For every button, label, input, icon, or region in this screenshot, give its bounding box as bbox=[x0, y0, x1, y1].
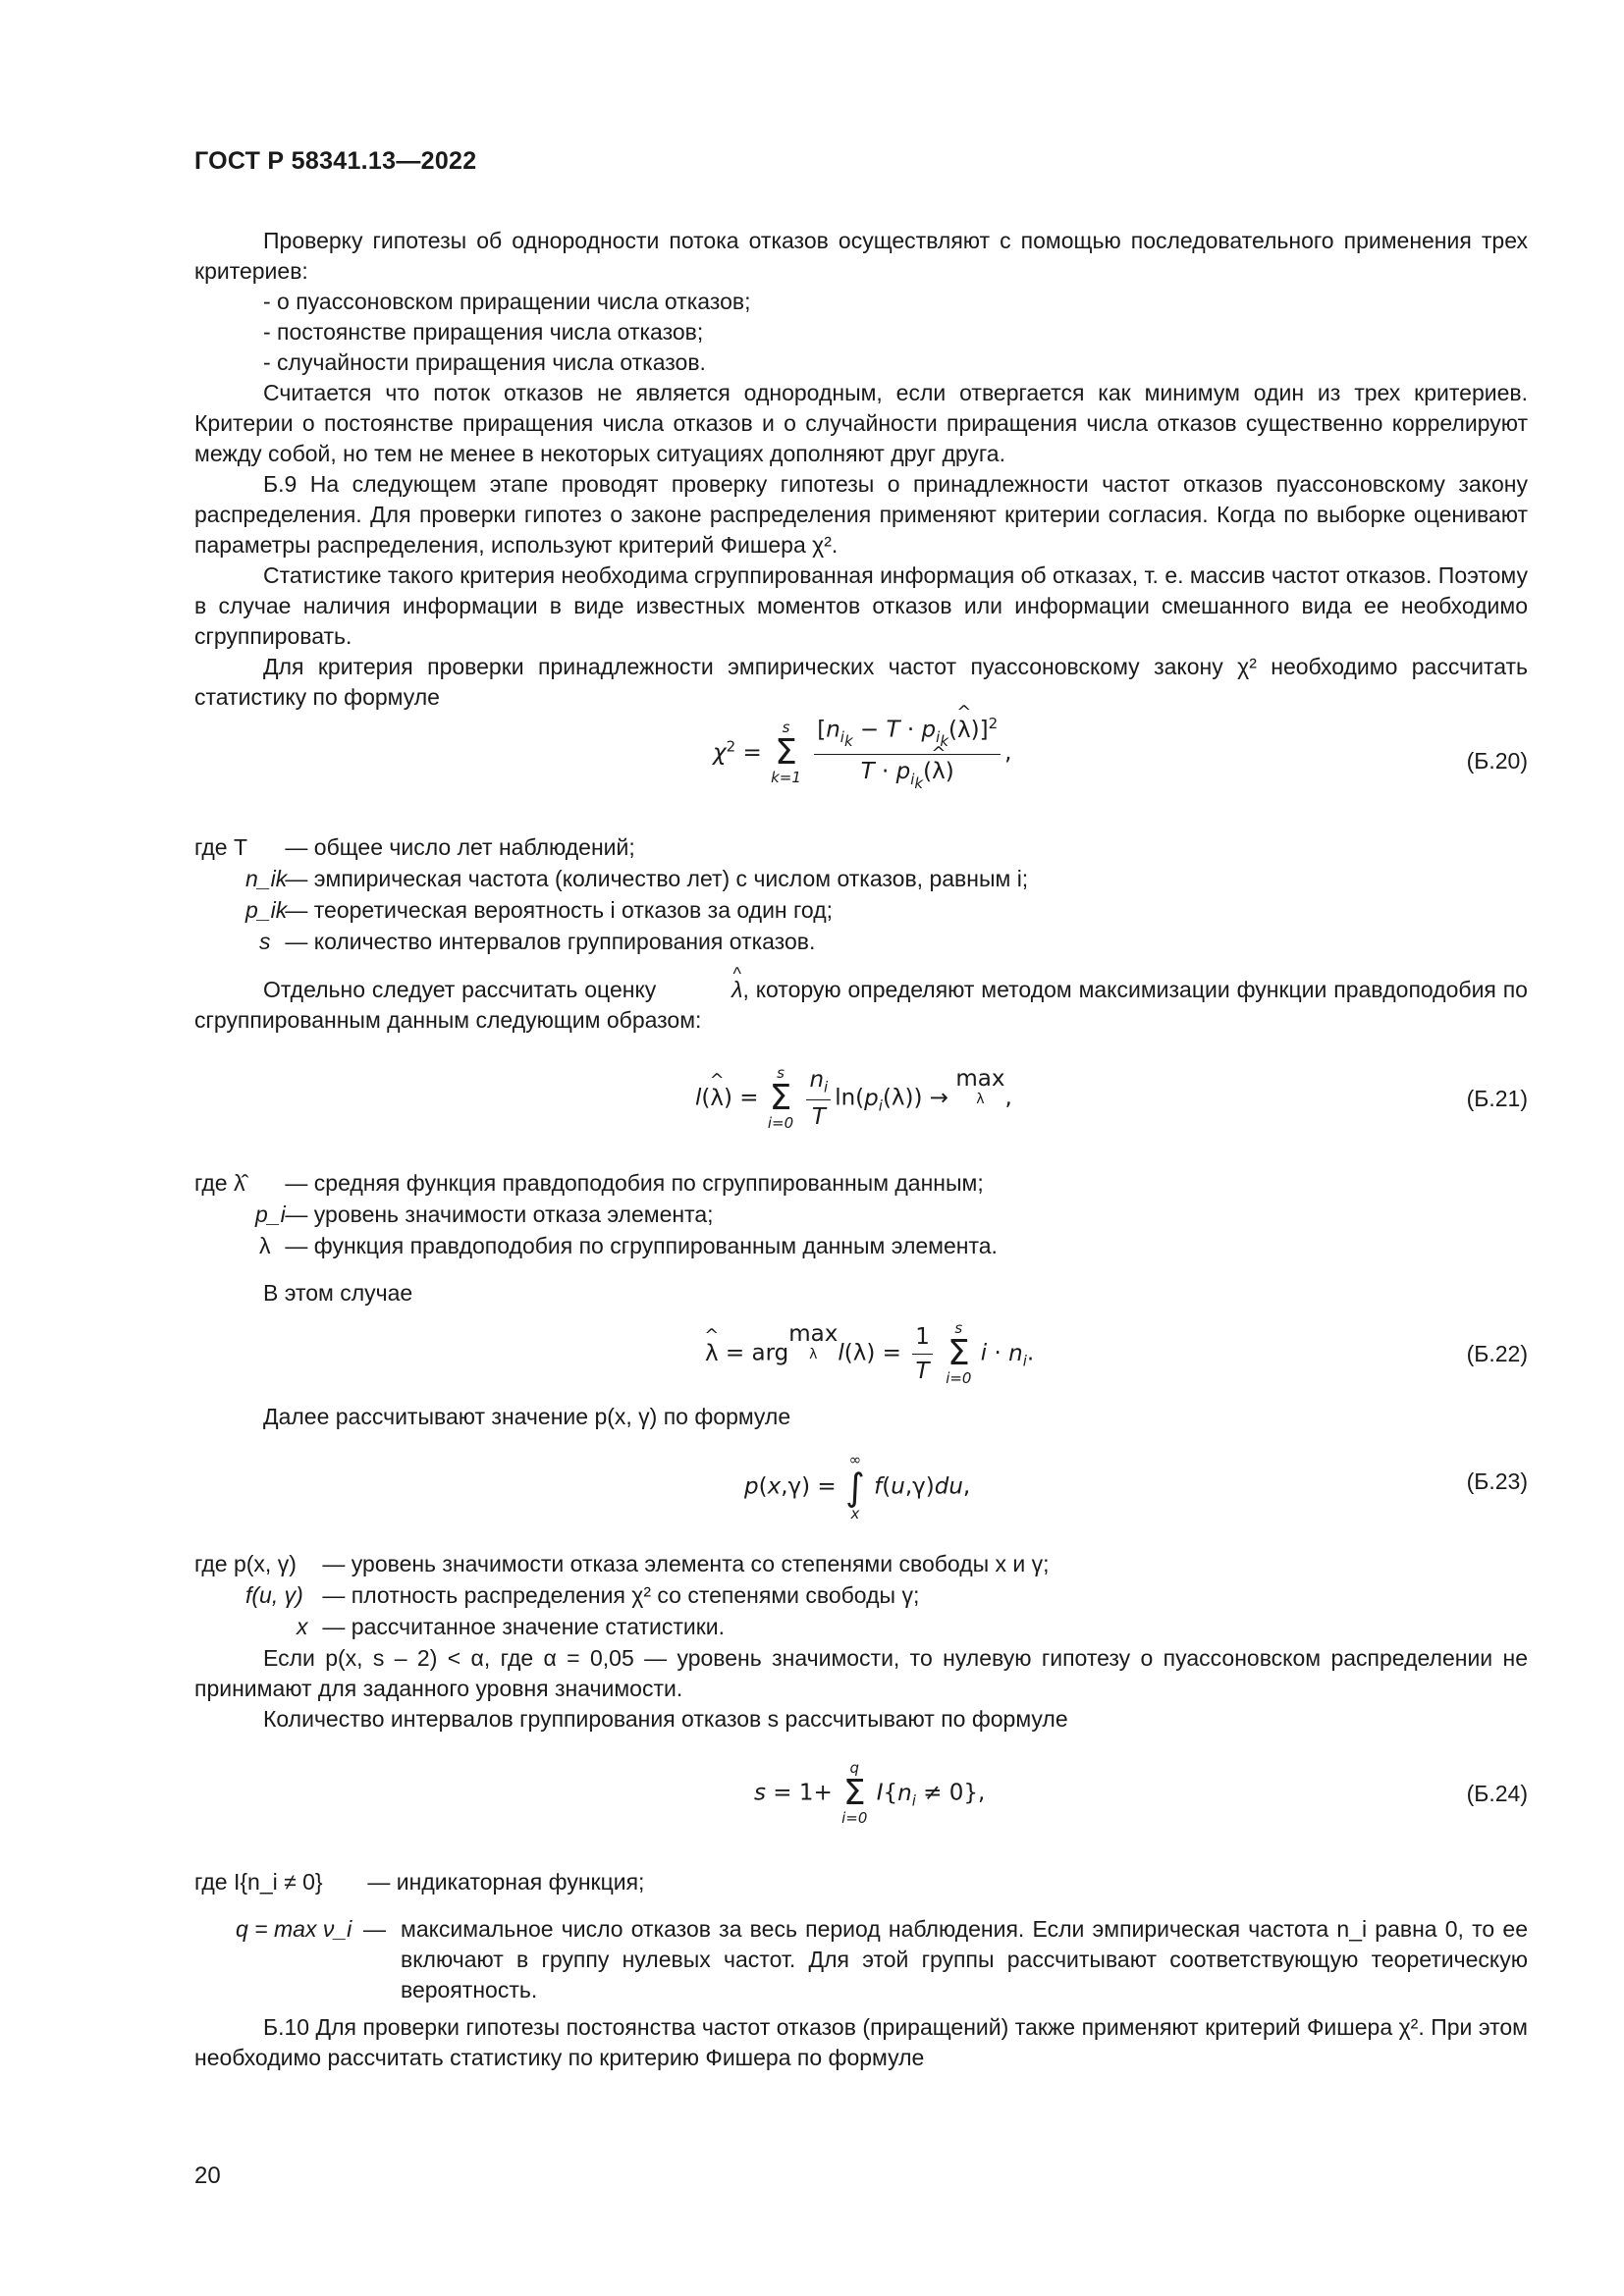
equation-number: (Б.22) bbox=[1466, 1341, 1528, 1366]
definition-text: общее число лет наблюдений; bbox=[313, 834, 635, 860]
equation-number: (Б.23) bbox=[1466, 1468, 1528, 1494]
definition-symbol: где p(x, γ) bbox=[194, 1551, 297, 1576]
intro-section bbox=[194, 226, 1528, 713]
paragraph: Количество интервалов группирования отказов s рассчитывают по формуле bbox=[263, 1706, 1068, 1732]
definitions-b20 bbox=[194, 832, 1528, 960]
definition-row bbox=[297, 1612, 725, 1642]
definition-symbol: x bbox=[297, 1614, 308, 1639]
definition-dash: — bbox=[285, 1170, 308, 1196]
definition-row bbox=[259, 927, 815, 957]
interval-count-formula: s = 1+ q Σ i=0 $I\{n_i \ne 0\}$, bbox=[754, 1759, 986, 1827]
p-formula-paragraph bbox=[194, 1402, 1528, 1432]
document-header: ГОСТ Р 58341.13—2022 bbox=[194, 147, 477, 175]
definition-text: количество интервалов группирования отказов. bbox=[313, 929, 816, 954]
definition-dash: — bbox=[363, 1916, 386, 1942]
formula-b24 bbox=[194, 1757, 1528, 1855]
definition-dash: — bbox=[285, 897, 308, 923]
definition-text: плотность распределения χ² со степенями свободы γ; bbox=[351, 1582, 920, 1608]
definition-text: максимальное число отказов за весь период наблюдения. Если эмпирическая частота n_i равна 0, то ее включают в группу нулевых частот. Для этой группы рассчитывают соответствующую теоретическую вероятность. bbox=[401, 1916, 1528, 2002]
equation-number: (Б.20) bbox=[1466, 748, 1528, 774]
integral-formula: p(x,γ) = ∞ ∫ x f(u,γ)du, bbox=[744, 1451, 971, 1522]
formula-b23 bbox=[194, 1451, 1528, 1549]
paragraph-part: , которую определяют методом максимизации функции правдоподобия по сгруппированным данным следующим образом: bbox=[194, 977, 1528, 1033]
formula-b21 bbox=[194, 1060, 1528, 1158]
definition-row bbox=[245, 864, 1028, 894]
definitions-b21 bbox=[194, 1168, 1528, 1276]
list-item: - постоянстве приращения числа отказов; bbox=[263, 319, 704, 345]
paragraph: Б.9 На следующем этапе проводят проверку гипотезы о принадлежности частот отказов пуассоновскому закону распределения. Для проверки гипотез о законе распределения применяют критерии согласия. Когда по выборке оценивают параметры распределения, используют критерий Фишера χ². bbox=[194, 471, 1528, 558]
definition-text: рассчитанное значение статистики. bbox=[351, 1614, 726, 1639]
definition-text: теоретическая вероятность i отказов за один год; bbox=[313, 897, 834, 923]
definition-row bbox=[259, 1231, 998, 1261]
paragraph bbox=[194, 975, 1528, 1036]
likelihood-formula: l(^ λ) = s Σ i=0 $\frac{n_i}{T}$ $\ln(p_i(\lambda))$ → max λ , bbox=[695, 1066, 1012, 1131]
equation-number: (Б.24) bbox=[1466, 1781, 1528, 1806]
paragraph: Если p(x, s – 2) < α, где α = 0,05 — уровень значимости, то нулевую гипотезу о пуассоновском распределении не принимают для заданного уровня значимости. bbox=[194, 1645, 1528, 1701]
formula-b22 bbox=[194, 1315, 1528, 1414]
definition-text: средняя функция правдоподобия по сгруппированным данным; bbox=[313, 1170, 984, 1196]
definition-text: уровень значимости отказа элемента со степенями свободы x и γ; bbox=[351, 1551, 1050, 1576]
definition-symbol: λ bbox=[259, 1233, 271, 1258]
definition-dash: — bbox=[367, 1869, 391, 1895]
definition-symbol: где I{n_i ≠ 0} bbox=[194, 1869, 323, 1895]
paragraph: Статистике такого критерия необходима сгруппированная информация об отказах, т. е. массив частот отказов. Поэтому в случае наличия информации в виде известных моментов отказов или информации смешанного вида ее необходимо сгруппировать. bbox=[194, 562, 1528, 649]
definition-row bbox=[194, 832, 635, 863]
definition-row bbox=[194, 1168, 984, 1199]
definition-row bbox=[194, 1549, 1050, 1579]
definition-dash: — bbox=[285, 929, 308, 954]
definition-row bbox=[245, 1580, 919, 1611]
definition-symbol: p_i bbox=[255, 1201, 286, 1227]
definition-row bbox=[194, 1867, 644, 1897]
argmax-formula: ^ λ = arg max λ l(λ) = $\frac{1}{T}$ s Σ i=0 $i \cdot n_i$. bbox=[705, 1321, 1034, 1386]
definition-text: функция правдоподобия по сгруппированным данным элемента. bbox=[313, 1233, 998, 1258]
definition-dash: — bbox=[285, 1233, 308, 1258]
paragraph: Проверку гипотезы об однородности потока отказов осуществляют с помощью последовательного применения трех критериев: bbox=[194, 228, 1528, 284]
lambda-hat-symbol: ^ λ bbox=[663, 975, 742, 1005]
definition-symbol: q = max ν_i bbox=[236, 1916, 352, 1942]
case-paragraph bbox=[194, 1278, 1528, 1308]
formula-b20 bbox=[194, 707, 1528, 825]
definition-symbol: где T bbox=[194, 834, 248, 860]
definition-text: уровень значимости отказа элемента; bbox=[313, 1201, 714, 1227]
paragraph: Считается что поток отказов не является однородным, если отвергается как минимум один из трех критериев. Критерии о постоянстве приращения числа отказов и о случайности приращения числа отказов существенно коррелируют между собой, но тем не менее в некоторых ситуациях дополняют друг друга. bbox=[194, 380, 1528, 466]
definition-symbol: p_ik bbox=[245, 897, 288, 923]
section-b10 bbox=[194, 2012, 1528, 2073]
hypothesis-paragraphs bbox=[194, 1643, 1528, 1735]
definition-dash: — bbox=[285, 834, 308, 860]
chi-square-formula: $\chi^2$ = s Σ k=1 $\frac{[n_{i_k} - T \cdot p_{i_k}(\^{} \lambda)]^2}{T \cdot p_{i_k}(\^{} \lambda)}$ , bbox=[713, 715, 1011, 792]
paragraph: В этом случае bbox=[263, 1280, 413, 1306]
definition-dash: — bbox=[285, 1201, 308, 1227]
lambda-paragraph bbox=[194, 975, 1528, 1036]
equation-number: (Б.21) bbox=[1466, 1086, 1528, 1111]
definition-symbol: n_ik bbox=[245, 866, 288, 891]
definition-symbol: f(u, γ) bbox=[245, 1582, 303, 1608]
definition-row bbox=[255, 1200, 714, 1230]
definition-text: эмпирическая частота (количество лет) с числом отказов, равным i; bbox=[313, 866, 1029, 891]
definition-row bbox=[245, 895, 833, 926]
definition-symbol: s bbox=[259, 929, 271, 954]
paragraph-part: Отдельно следует рассчитать оценку bbox=[263, 977, 657, 1002]
list-item: - случайности приращения числа отказов. bbox=[263, 349, 706, 375]
definitions-b24 bbox=[194, 1867, 1528, 2004]
definition-dash: — bbox=[322, 1614, 346, 1639]
paragraph: Б.10 Для проверки гипотезы постоянства частот отказов (приращений) также применяют критерий Фишера χ². При этом необходимо рассчитать статистику по критерию Фишера по формуле bbox=[194, 2014, 1528, 2070]
definition-text: индикаторная функция; bbox=[396, 1869, 645, 1895]
definition-dash: — bbox=[322, 1551, 346, 1576]
definition-dash: — bbox=[285, 866, 308, 891]
paragraph: Для критерия проверки принадлежности эмпирических частот пуассоновскому закону χ² необходимо рассчитать статистику по формуле bbox=[194, 654, 1528, 710]
definition-dash: — bbox=[322, 1582, 346, 1608]
page-number: 20 bbox=[194, 2163, 221, 2189]
list-item: - о пуассоновском приращении числа отказов; bbox=[263, 289, 751, 314]
paragraph: Далее рассчитывают значение p(x, γ) по формуле bbox=[263, 1404, 791, 1429]
definition-symbol: где λ̂ bbox=[194, 1170, 245, 1196]
definitions-b23 bbox=[194, 1549, 1528, 1647]
